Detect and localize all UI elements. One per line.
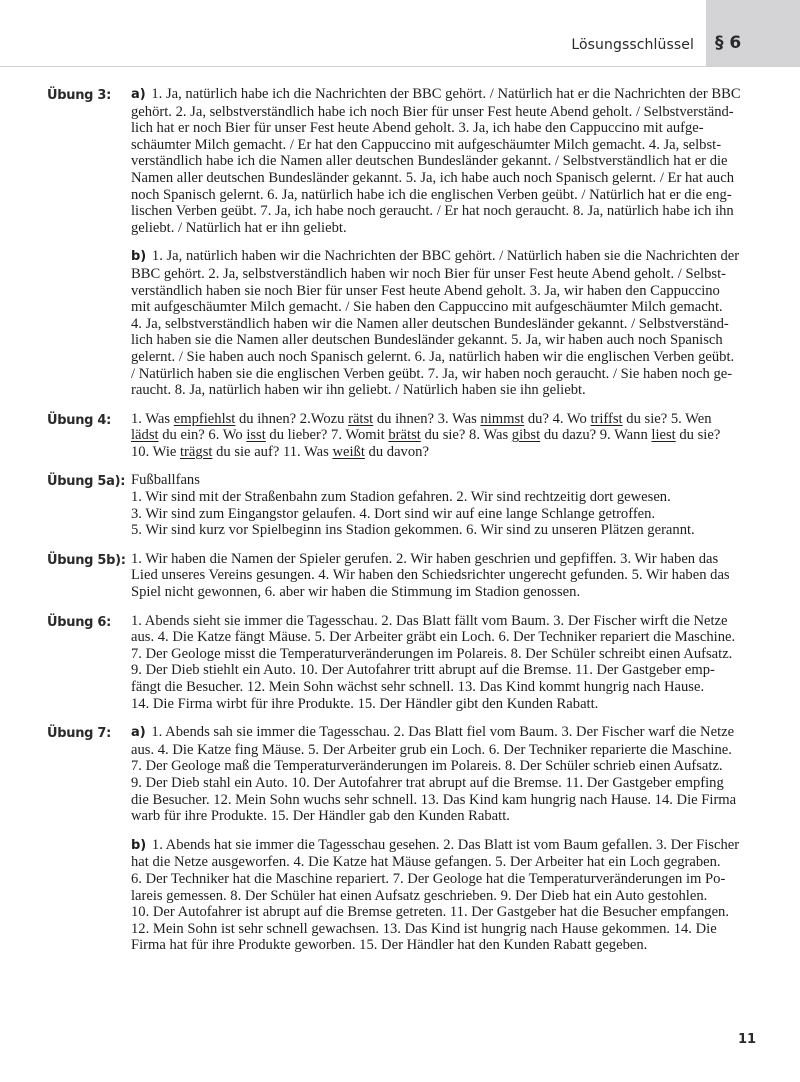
exercise-body <box>131 724 763 954</box>
answer-line: 10. Der Autofahrer ist abrupt auf die Bremse getreten. 11. Der Gastgeber hat die Besucher empfangen. <box>131 904 729 921</box>
exercise-part-b <box>131 837 763 954</box>
exercise-5b <box>47 551 763 601</box>
answer-line: 12. Mein Sohn ist sehr schnell gewachsen. 13. Das Kind ist hungrig nach Hause gekommen. 14. Die <box>131 920 717 937</box>
answer-line: geliebt. / Natürlich hat er ihn geliebt. <box>131 219 347 236</box>
answer-line: 3. Wir sind zum Eingangstor gelaufen. 4. Dort sind wir auf eine lange Schlange getroffen. <box>131 505 656 522</box>
answer-line: die Besucher. 12. Mein Sohn wuchs sehr schnell. 13. Das Kind kam hungrig nach Hause. 14. Die Firma <box>131 791 737 808</box>
answer-line: 4. Ja, selbstverständlich haben wir die Namen aller deutschen Bundesländer gekannt. / Selbstverständ- <box>131 315 729 332</box>
answer-line: Lied unseres Vereins gesungen. 4. Wir haben den Schiedsrichter ungerecht gefunden. 5. Wir haben das <box>131 567 730 584</box>
answer-line: Spiel nicht gewonnen, 6. aber wir haben die Stimmung im Stadion genossen. <box>131 584 581 601</box>
answer-line: 1. Abends sieht sie immer die Tagesschau. 2. Das Blatt fällt vom Baum. 3. Der Fischer wirft die Netze <box>131 612 728 629</box>
part-label: b) <box>131 249 147 265</box>
exercise-label: Übung 6: <box>47 614 112 630</box>
exercise-5a <box>47 472 763 538</box>
underlined-verb: gibst <box>511 427 541 444</box>
underlined-verb: trägst <box>180 443 213 460</box>
header-title: Lösungsschlüssel <box>571 37 694 53</box>
answer-line: 10. Wie trägst du sie auf? 11. Was weißt du davon? <box>131 443 429 460</box>
section-number: § 6 <box>715 33 742 53</box>
exercise-subtitle: Fußballfans <box>131 472 200 489</box>
answer-line: aus. 4. Die Katze fängt Mäuse. 5. Der Arbeiter gräbt ein Loch. 6. Der Techniker repariert die Maschine. <box>131 629 736 646</box>
answer-line: 1. Wir sind mit der Straßenbahn zum Stadion gefahren. 2. Wir sind rechtzeitig dort gewesen. <box>131 489 671 506</box>
exercise-4 <box>47 411 763 461</box>
answer-line: 1. Abends sah sie immer die Tagesschau. 2. Das Blatt fiel vom Baum. 3. Der Fischer warf die Netze <box>147 724 735 741</box>
underlined-verb: nimmst <box>480 410 525 427</box>
exercise-body <box>131 86 763 399</box>
answer-line: hat die Netze ausgeworfen. 4. Die Katze hat Mäuse gefangen. 5. Der Arbeiter hat ein Loch gegraben. <box>131 854 721 871</box>
answer-key-content <box>47 86 763 966</box>
exercise-label: Übung 4: <box>47 412 112 428</box>
answer-line: 5. Wir sind kurz vor Spielbeginn ins Stadion gekommen. 6. Wir sind zu unseren Plätzen gerannt. <box>131 522 695 539</box>
answer-line: 7. Der Geologe misst die Temperaturveränderungen im Polareis. 8. Der Schüler schreibt einen Aufsatz. <box>131 645 733 662</box>
underlined-verb: triffst <box>590 410 623 427</box>
section-tab <box>706 0 800 66</box>
answer-line: 1. Was empfiehlst du ihnen? 2.Wozu rätst du ihnen? 3. Was nimmst du? 4. Wo triffst du sie? 5. Wen <box>131 410 712 427</box>
exercise-6 <box>47 613 763 713</box>
answer-line: gelernt. / Sie haben auch noch Spanisch gelernt. 6. Ja, natürlich haben wir die englischen Verben geübt. <box>131 348 735 365</box>
part-label: a) <box>131 87 146 102</box>
exercise-body <box>131 551 763 601</box>
exercise-label: Übung 5a): <box>47 474 126 490</box>
answer-line: 6. Der Techniker hat die Maschine repariert. 7. Der Geologe hat die Temperaturveränderungen im Po- <box>131 870 726 887</box>
exercise-7 <box>47 724 763 954</box>
answer-line: Namen aller deutschen Bundesländer gekannt. 5. Ja, ich habe auch noch Spanisch gelernt. / Er hat auch <box>131 169 734 186</box>
answer-line: verständlich habe ich die Namen aller deutschen Bundesländer gekannt. / Selbstverständlich hat er die <box>131 153 728 170</box>
answer-line: BBC gehört. 2. Ja, selbstverständlich haben wir noch Bier für unser Fest heute Abend geholt. / Selbst- <box>131 265 726 282</box>
answer-line: aus. 4. Die Katze fing Mäuse. 5. Der Arbeiter grub ein Loch. 6. Der Techniker reparierte die Maschine. <box>131 741 732 758</box>
exercise-body <box>131 411 763 461</box>
answer-line: raucht. 8. Ja, natürlich haben wir ihn geliebt. / Natürlich haben sie ihn geliebt. <box>131 382 586 399</box>
exercise-3 <box>47 86 763 399</box>
answer-line: mit aufgeschäumter Milch gemacht. / Sie haben den Cappuccino mit aufgeschäumter Milch gemacht. <box>131 299 723 316</box>
answer-line: 1. Ja, natürlich habe ich die Nachrichten der BBC gehört. / Natürlich hat er die Nachrichten der BBC <box>147 86 741 102</box>
underlined-verb: brätst <box>388 427 421 444</box>
answer-line: warb für ihre Produkte. 15. Der Händler gab den Kunden Rabatt. <box>131 808 510 825</box>
answer-line: / Natürlich haben sie die englischen Verben geübt. 7. Ja, wir haben noch geraucht. / Sie haben noch ge- <box>131 365 733 382</box>
answer-line: Firma hat für ihre Produkte geworben. 15. Der Händler hat den Kunden Rabatt gegeben. <box>131 937 648 954</box>
answer-line: lich hat er noch Bier für unser Fest heute Abend geholt. 3. Ja, ich habe den Cappuccino mit aufge- <box>131 120 704 137</box>
answer-line: lich haben sie die Namen aller deutschen Bundesländer gekannt. 5. Ja, wir haben auch noch Spanisch <box>131 332 723 349</box>
answer-line: lischen Verben geübt. 7. Ja, ich habe noch geraucht. / Er hat noch geraucht. 8. Ja, natürlich habe ich ihn <box>131 203 734 220</box>
answer-line: 9. Der Dieb stiehlt ein Auto. 10. Der Autofahrer tritt abrupt auf die Bremse. 11. Der Gastgeber emp- <box>131 662 715 679</box>
exercise-label: Übung 7: <box>47 726 112 742</box>
underlined-verb: weißt <box>332 443 365 460</box>
answer-line: 1. Ja, natürlich haben wir die Nachrichten der BBC gehört. / Natürlich haben sie die Nachrichten der <box>148 248 740 265</box>
answer-line: fängt die Besucher. 12. Mein Sohn wächst sehr schnell. 13. Das Kind kommt hungrig nach Hause. <box>131 679 705 695</box>
page-number: 11 <box>738 1032 757 1047</box>
answer-line: noch Spanisch gelernt. 6. Ja, natürlich habe ich die englischen Verben geübt. / Natürlich hat er die eng- <box>131 186 732 203</box>
answer-line: gehört. 2. Ja, selbstverständlich habe ich noch Bier für unser Fest heute Abend geholt. / Selbstverständ- <box>131 103 734 120</box>
exercise-part-a <box>131 724 763 825</box>
exercise-label: Übung 5b): <box>47 552 126 568</box>
underlined-verb: lädst <box>131 427 159 444</box>
answer-line: verständlich haben sie noch Bier für unser Fest heute Abend geholt. 3. Ja, wir haben den Cappuccino <box>131 282 720 299</box>
answer-line: 7. Der Geologe maß die Temperaturveränderungen im Polareis. 8. Der Schüler schrieb einen Aufsatz. <box>131 758 723 775</box>
exercise-part-a <box>131 86 763 236</box>
exercise-body <box>131 613 763 713</box>
answer-line: 14. Die Firma wirbt für ihre Produkte. 15. Der Händler gibt den Kunden Rabatt. <box>131 695 599 712</box>
answer-line: 9. Der Dieb stahl ein Auto. 10. Der Autofahrer trat abrupt auf die Bremse. 11. Der Gastgeber empfing <box>131 774 724 791</box>
exercise-body <box>131 472 763 538</box>
exercise-part-b <box>131 248 763 398</box>
exercise-label: Übung 3: <box>47 88 112 103</box>
part-label: a) <box>131 725 146 741</box>
part-label: b) <box>131 837 147 853</box>
answer-line: lädst du ein? 6. Wo isst du lieber? 7. Womit brätst du sie? 8. Was gibst du dazu? 9. Wann liest du sie? <box>131 427 721 444</box>
underlined-verb: rätst <box>348 410 374 427</box>
answer-line: lareis gemessen. 8. Der Schüler hat einen Aufsatz geschrieben. 9. Der Dieb hat ein Auto gestohlen. <box>131 887 708 904</box>
underlined-verb: isst <box>246 427 266 444</box>
underlined-verb: liest <box>651 427 676 444</box>
answer-line: 1. Abends hat sie immer die Tagesschau gesehen. 2. Das Blatt ist vom Baum gefallen. 3. Der Fischer <box>148 836 740 853</box>
answer-line: 1. Wir haben die Namen der Spieler gerufen. 2. Wir haben geschrien und gepfiffen. 3. Wir haben das <box>131 550 719 567</box>
answer-line: schäumter Milch gemacht. / Er hat den Cappuccino mit aufgeschäumter Milch gemacht. 4. Ja, selbst- <box>131 136 722 153</box>
page-header <box>0 0 800 67</box>
underlined-verb: empfiehlst <box>173 410 236 427</box>
